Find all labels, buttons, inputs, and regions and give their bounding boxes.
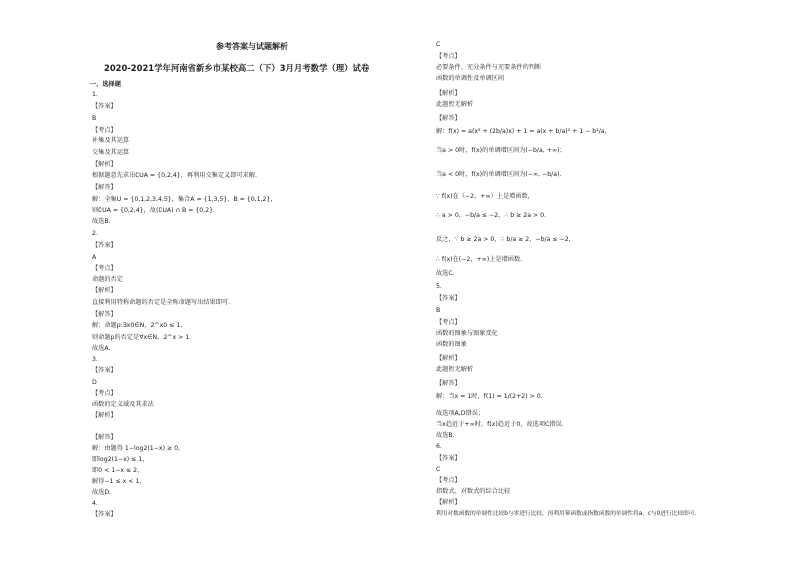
answer-value: A xyxy=(92,254,97,261)
solution-label: 【解答】 xyxy=(436,115,461,122)
solution-line: 解：f(x) = a(x² + (2b/a)x) + 1 = a(x + b/a)² + 1 − b²/a， xyxy=(436,128,611,135)
solution-line: 当a > 0时，f(x)的单调增区间为(−b/a, +∞)； xyxy=(436,147,566,154)
analysis-label: 【解析】 xyxy=(436,90,461,97)
question-number: 4. xyxy=(92,500,98,507)
answer-label: 【答案】 xyxy=(92,367,117,374)
knowledge-point: 函数的定义域及其求法 xyxy=(92,401,154,408)
knowledge-point-label: 【考点】 xyxy=(92,390,117,397)
knowledge-point: 交集及其运算 xyxy=(92,149,130,156)
knowledge-point: 函数的单调性及单调区间 xyxy=(436,75,505,82)
answer-value: B xyxy=(92,115,97,122)
answer-label: 【答案】 xyxy=(92,103,117,110)
knowledge-point-label: 【考点】 xyxy=(92,127,117,134)
solution-line: 当x趋近于+∞时，f(x)趋近于0，故选项C错误. xyxy=(436,421,564,428)
answer-label: 【答案】 xyxy=(92,511,117,518)
question-number: 5. xyxy=(436,283,442,290)
analysis-label: 【解析】 xyxy=(92,412,117,419)
solution-line: ∴ f(x)在(−2，+∞)上是增函数. xyxy=(436,256,523,263)
page-title: 参考答案与试题解析 xyxy=(216,42,288,51)
solution-line: 故选B. xyxy=(92,218,111,225)
solution-label: 【解答】 xyxy=(92,184,117,191)
solution-line: 则命题p的否定是∀x∈N，2^x > 1. xyxy=(92,334,192,341)
solution-line: 故选C. xyxy=(436,270,455,277)
solution-line: 故选D. xyxy=(92,489,112,496)
knowledge-point-label: 【考点】 xyxy=(92,265,117,272)
section-heading: 一、选择题 xyxy=(90,81,121,88)
solution-line: 故选项A,D错误； xyxy=(436,410,485,417)
solution-line: 故选B. xyxy=(436,432,455,439)
knowledge-point: 补集及其运算 xyxy=(92,137,130,144)
analysis-text: 此题暂无解析 xyxy=(436,101,474,108)
solution-line: 解得−1 ≤ x < 1. xyxy=(92,478,142,485)
knowledge-point: 指数式、对数式的综合比较 xyxy=(436,488,511,495)
question-number: 1. xyxy=(92,91,98,98)
answer-value: C xyxy=(436,41,441,48)
analysis-label: 【解析】 xyxy=(92,161,117,168)
solution-label: 【解答】 xyxy=(92,434,117,441)
solution-label: 【解答】 xyxy=(436,380,461,387)
answer-label: 【答案】 xyxy=(92,242,117,249)
question-number: 6. xyxy=(436,443,442,450)
knowledge-point-label: 【考点】 xyxy=(436,319,461,326)
answer-value: C xyxy=(436,466,441,473)
solution-line: 即log2(1−x) ≤ 1， xyxy=(92,456,149,463)
analysis-text: 直接利用特称命题的否定是全称命题写出结果即可. xyxy=(92,299,231,306)
solution-line: ∴ a > 0，−b/a ≤ −2，∴ b ≥ 2a > 0. xyxy=(436,212,547,219)
knowledge-point-label: 【考点】 xyxy=(436,53,461,60)
analysis-label: 【解析】 xyxy=(92,287,117,294)
solution-line: 解：当x = 1时，f(1) = 1/(2+2) > 0. xyxy=(436,393,543,400)
solution-line: 当a < 0时，f(x)的单调增区间为(−∞, −b/a). xyxy=(436,171,562,178)
analysis-text: 根据题意先求出∁UA = {0,2,4}，再利用交集定义即可求解. xyxy=(92,172,257,179)
answer-label: 【答案】 xyxy=(436,295,461,302)
solution-line: ∵ f(x)在（−2，+∞）上是增函数， xyxy=(436,193,534,200)
solution-line: 故选A. xyxy=(92,345,111,352)
knowledge-point: 命题的否定 xyxy=(92,276,123,283)
solution-line: 解：命题p:∃x0∈N，2^x0 ≤ 1， xyxy=(92,322,187,329)
exam-subtitle: 2020-2021学年河南省新乡市某校高二（下）3月月考数学（理）试卷 xyxy=(104,63,370,73)
question-number: 2. xyxy=(92,230,98,237)
solution-line: 解：全集U = {0,1,2,3,4,5}，集合A = {1,3,5}，B = {0,1,2}， xyxy=(92,196,277,203)
solution-line: 则∁UA = {0,2,4}，故(∁UA) ∩ B = {0,2}. xyxy=(92,207,216,214)
solution-label: 【解答】 xyxy=(92,311,117,318)
solution-line: 反之，∵ b ≥ 2a > 0，∴ b/a ≥ 2，−b/a ≤ −2， xyxy=(436,236,575,243)
question-number: 3. xyxy=(92,356,98,363)
solution-line: 即0 < 1−x ≤ 2， xyxy=(92,467,144,474)
knowledge-point-label: 【考点】 xyxy=(436,477,461,484)
analysis-label: 【解析】 xyxy=(436,499,461,506)
answer-value: B xyxy=(436,307,441,314)
analysis-text: 利用对数函数的单调性比较b与零进行比较，再利用幂函数或指数函数的单调性将a、c与0进行比较即可. xyxy=(436,511,697,517)
knowledge-point: 函数的图象与图象变化 xyxy=(436,330,498,337)
knowledge-point: 函数的图象 xyxy=(436,341,467,348)
solution-line: 解：由题得 1−log2(1−x) ≥ 0， xyxy=(92,445,185,452)
analysis-label: 【解析】 xyxy=(436,355,461,362)
analysis-text: 此题暂无解析 xyxy=(436,366,474,373)
answer-value: D xyxy=(92,379,97,386)
answer-label: 【答案】 xyxy=(436,455,461,462)
knowledge-point: 必要条件、充分条件与充要条件的判断 xyxy=(436,64,542,71)
